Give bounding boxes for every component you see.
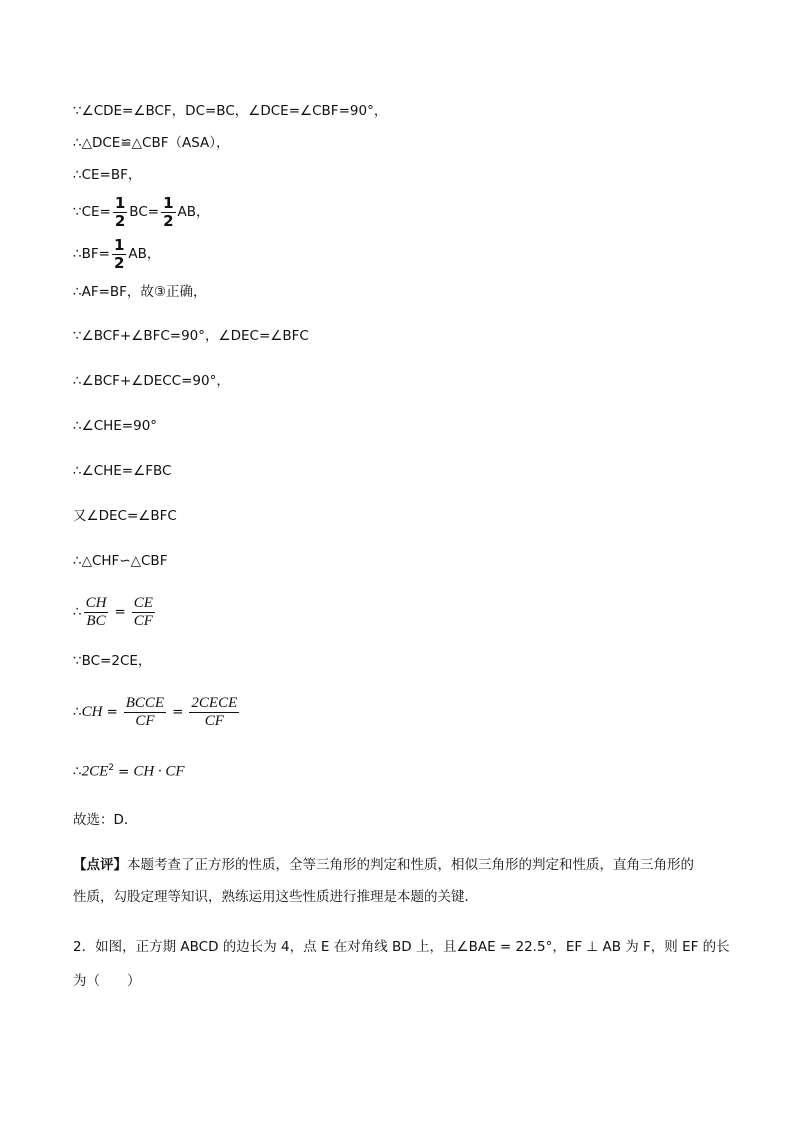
line-ch-expr [73, 692, 241, 732]
text: BC= [129, 204, 160, 220]
fraction-2cece-cf [189, 695, 239, 730]
numerator: 2CECE [191, 694, 238, 711]
comment-tag: 【点评】 [73, 857, 127, 873]
line-angle-equal: ∵∠CDE=∠BCF，DC=BC，∠DCE=∠CBF=90°， [73, 103, 388, 119]
numerator: 1 [114, 193, 126, 212]
therefore-symbol: ∴ [73, 763, 82, 780]
line-bc-2ce: ∵BC=2CE， [73, 653, 152, 669]
fraction-ch-bc [84, 595, 109, 630]
numerator: CH [85, 594, 107, 611]
fraction-ce-cf [132, 595, 155, 630]
comment-line-1 [73, 855, 694, 875]
fraction-bcce-cf [124, 695, 166, 730]
text: AB， [128, 246, 161, 262]
math-2ce: 2CE [81, 763, 109, 780]
text: ∵CE= [73, 204, 111, 220]
equals-sign: = [106, 704, 118, 720]
line-bcf-decc: ∴∠BCF+∠DECC=90°， [73, 373, 230, 389]
text: AB， [177, 204, 210, 220]
line-similar: ∴△CHF∽△CBF [73, 553, 168, 569]
therefore-symbol: ∴ [73, 604, 82, 620]
numerator: BCCE [125, 694, 165, 711]
denominator: CF [133, 612, 153, 629]
line-dec-bfc: 又∠DEC=∠BFC [73, 508, 177, 524]
denominator: 2 [113, 253, 125, 272]
denominator: 2 [163, 211, 174, 230]
line-che-90: ∴∠CHE=90° [73, 418, 158, 434]
denominator: CF [204, 712, 224, 729]
fraction-half [161, 195, 175, 230]
equals-sign: = [172, 704, 184, 720]
line-ratio [73, 592, 157, 632]
line-2ce-squared [73, 758, 185, 782]
question-2-line-2: 为（ ） [73, 973, 141, 989]
line-ce-bf: ∴CE=BF， [73, 167, 142, 183]
question-2-line-1: 2．如图，正方期 ABCD 的边长为 4，点 E 在对角线 BD 上，且∠BAE = 22.5°，EF ⊥ AB 为 F，则 EF 的长 [73, 939, 730, 955]
numerator: 1 [113, 235, 125, 254]
math-ch-cf: CH · CF [133, 763, 185, 780]
denominator: 2 [114, 211, 126, 230]
line-congruent: ∴△DCE≌△CBF（ASA）， [73, 135, 230, 151]
line-af-bf: ∴AF=BF，故③正确， [73, 284, 207, 300]
equals-sign: = [118, 763, 130, 780]
line-ce-half [73, 192, 210, 232]
fraction-half [113, 195, 127, 230]
comment-line-2: 性质，勾股定理等知识，熟练运用这些性质进行推理是本题的关键． [73, 889, 478, 905]
line-answer: 故选：D． [73, 812, 138, 828]
line-bcf-bfc: ∵∠BCF+∠BFC=90°，∠DEC=∠BFC [73, 328, 309, 344]
exponent: 2 [108, 763, 114, 773]
numerator: 1 [163, 193, 174, 212]
math-ch: CH [81, 704, 103, 720]
numerator: CE [133, 594, 153, 611]
therefore-symbol: ∴ [73, 704, 82, 720]
line-bf-half [73, 234, 160, 274]
fraction-half [112, 237, 126, 272]
text: ∴BF= [73, 246, 110, 262]
denominator: BC [86, 612, 106, 629]
equals-sign: = [114, 604, 126, 620]
denominator: CF [135, 712, 155, 729]
comment-text: 本题考查了正方形的性质，全等三角形的判定和性质，相似三角形的判定和性质，直角三角形的 [127, 857, 694, 873]
line-che-fbc: ∴∠CHE=∠FBC [73, 463, 172, 479]
